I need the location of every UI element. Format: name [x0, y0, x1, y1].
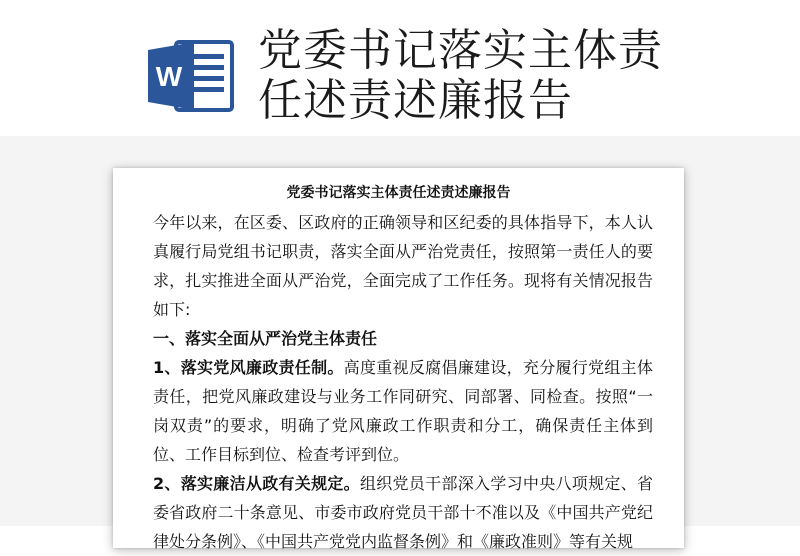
word-document-icon [146, 38, 236, 114]
document-title: 党委书记落实主体责任述责述廉报告 [286, 185, 511, 201]
section-heading: 一、落实全面从严治党主体责任 [153, 329, 378, 348]
header-banner [0, 0, 800, 150]
item-2-lead: 2、落实廉洁从政有关规定。 [153, 474, 360, 493]
document-page [113, 168, 684, 551]
item-1-lead: 1、落实党风廉政责任制。 [153, 358, 344, 377]
item-2-paragraph [153, 469, 653, 556]
document-body [153, 208, 653, 556]
intro-text: 今年以来，在区委、区政府的正确领导和区纪委的具体指导下，本人认真履行局党组书记职责，落实全面从严治党责任，按照第一责任人的要求，扎实推进全面从严治党，全面完成了工作任务。现将有关情况报告如下: [153, 213, 653, 319]
svg-text:W: W [155, 61, 183, 92]
item-2-text: 组织党员干部深入学习中央八项规定、省委省政府二十条意见、市委市政府党员干部十不准以及《中国共产党纪律处分条例》、《中国共产党党内监督条例》和《廉政准则》等有关规 [153, 474, 653, 551]
item-1-paragraph [153, 353, 653, 469]
item-1-text: 高度重视反腐倡廉建设，充分履行党组主体责任，把党风廉政建设与业务工作同研究、同部署、同检查。按照“一岗双责”的要求，明确了党风廉政工作职责和分工，确保责任主体到位、工作目标到位、检查考评到位。 [153, 358, 653, 464]
page-title: 党委书记落实主体责任述责述廉报告 [258, 25, 663, 126]
intro-paragraph [153, 208, 653, 324]
